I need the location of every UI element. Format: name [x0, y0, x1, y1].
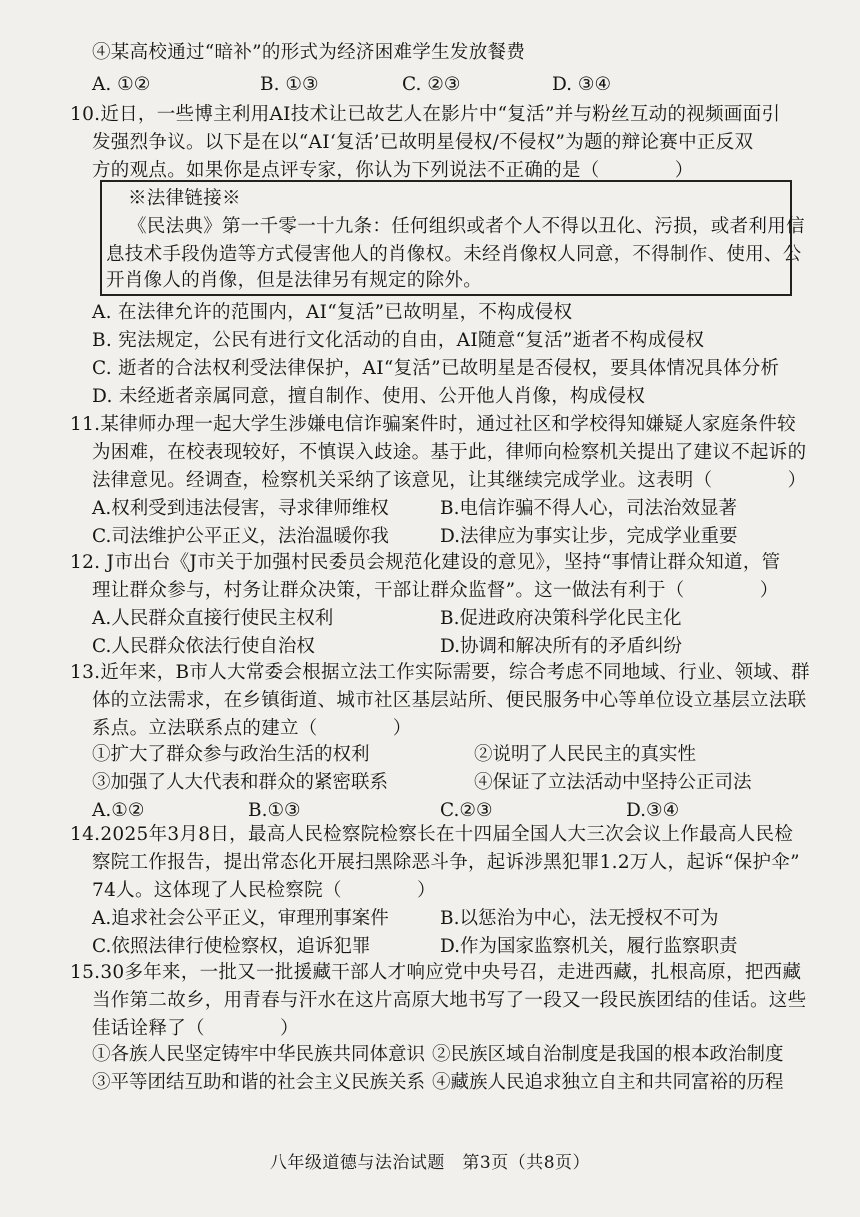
q14-stem-line-3: 74人。这体现了人民检察院（ ）: [92, 880, 436, 901]
q15-item-2: ②民族区域自治制度是我国的根本政治制度: [432, 1044, 784, 1065]
q9-option-d: D. ③④: [552, 74, 612, 95]
q13-item-1: ①扩大了群众参与政治生活的权利: [92, 744, 370, 765]
q11-stem-line-1: 11.某律师办理一起大学生涉嫌电信诈骗案件时，通过社区和学校得知嫌疑人家庭条件较: [70, 414, 796, 435]
q9-option-c: C. ②③: [402, 74, 461, 95]
q15-stem-line-1: 15.30多年来，一批又一批援藏干部人才响应党中央号召，走进西藏，扎根高原，把西藏: [70, 962, 802, 983]
q15-stem-line-2: 当作第二故乡，用青春与汗水在这片高原大地书写了一段又一段民族团结的佳话。这些: [92, 990, 807, 1011]
q14-option-d: D.作为国家监察机关，履行监察职责: [440, 936, 738, 957]
q13-item-3: ③加强了人大代表和群众的紧密联系: [92, 772, 389, 793]
q14-option-c: C.依照法律行使检察权，追诉犯罪: [92, 936, 371, 957]
q10-option-b: B. 宪法规定，公民有进行文化活动的自由，AI随意“复活”逝者不构成侵权: [92, 330, 705, 351]
q12-option-a: A.人民群众直接行使民主权利: [92, 608, 334, 629]
q10-option-d: D. 未经逝者亲属同意，擅自制作、使用、公开他人肖像，构成侵权: [92, 386, 646, 407]
q12-option-d: D.协调和解决所有的矛盾纠纷: [440, 636, 683, 657]
q14-stem-line-1: 14.2025年3月8日，最高人民检察院检察长在十四届全国人大三次会议上作最高人民检: [70, 824, 794, 845]
q10-stem-line-2: 发强烈争议。以下是在以“AI‘复活’已故明星侵权/不侵权”为题的辩论赛中正反双: [92, 132, 754, 153]
law-link-title: ※法律链接※: [128, 188, 241, 209]
q9-option-a: A. ①②: [92, 74, 151, 95]
q13-option-b: B.①③: [248, 800, 301, 821]
page-footer: 八年级道德与法治试题 第3页（共8页）: [269, 1153, 591, 1173]
q11-stem-line-2: 为困难，在校表现较好，不慎误入歧途。基于此，律师向检察机关提出了建议不起诉的: [92, 442, 807, 463]
q10-stem-line-1: 10.近日，一些博主利用AI技术让已故艺人在影片中“复活”并与粉丝互动的视频画面引: [70, 104, 781, 125]
q11-option-c: C.司法维护公平正义，法治温暖你我: [92, 526, 389, 547]
q13-item-4: ④保证了立法活动中坚持公正司法: [474, 772, 752, 793]
q14-option-a: A.追求社会公平正义，审理刑事案件: [92, 908, 389, 929]
q13-stem-line-2: 体的立法需求，在乡镇街道、城市社区基层站所、便民服务中心等单位设立基层立法联: [92, 690, 807, 711]
q12-option-b: B.促进政府决策科学化民主化: [440, 608, 682, 629]
q12-stem-line-2: 理让群众参与，村务让群众决策，干部让群众监督”。这一做法有利于（ ）: [92, 580, 779, 601]
law-link-line-2: 息技术手段伪造等方式侵害他人的肖像权。未经肖像权人同意，不得制作、使用、公: [106, 244, 802, 265]
q14-stem-line-2: 察院工作报告，提出常态化开展扫黑除恶斗争，起诉涉黑犯罪1.2万人，起诉“保护伞”: [92, 852, 800, 873]
law-link-line-3: 开肖像人的肖像，但是法律另有规定的除外。: [106, 270, 483, 291]
q13-option-c: C.②③: [440, 800, 493, 821]
q13-stem-line-1: 13.近年来，B市人大常委会根据立法工作实际需要，综合考虑不同地域、行业、领域、群: [70, 662, 810, 683]
q10-option-c: C. 逝者的合法权利受法律保护，AI“复活”已故明星是否侵权，要具体情况具体分析: [92, 358, 780, 379]
q12-stem-line-1: 12. J市出台《J市关于加强村民委员会规范化建设的意见》，坚持“事情让群众知道，管: [70, 552, 781, 573]
q13-option-a: A.①②: [92, 800, 145, 821]
q15-stem-line-3: 佳话诠释了（ ）: [92, 1018, 299, 1039]
law-link-line-1: 《民法典》第一千零一十九条：任何组织或者个人不得以丑化、污损，或者利用信: [128, 216, 805, 237]
q11-stem-line-3: 法律意见。经调查，检察机关采纳了该意见，让其继续完成学业。这表明（ ）: [92, 470, 807, 491]
q10-stem-line-3: 方的观点。如果你是点评专家，你认为下列说法不正确的是（ ）: [92, 160, 694, 181]
q15-item-4: ④藏族人民追求独立自主和共同富裕的历程: [432, 1072, 784, 1093]
q11-option-d: D.法律应为事实让步，完成学业重要: [440, 526, 738, 547]
q12-option-c: C.人民群众依法行使自治权: [92, 636, 315, 657]
q13-item-2: ②说明了人民民主的真实性: [474, 744, 697, 765]
q13-stem-line-3: 系点。立法联系点的建立（ ）: [92, 718, 412, 739]
q11-option-b: B.电信诈骗不得人心，司法治效显著: [440, 498, 737, 519]
q9-option-b: B. ①③: [260, 74, 319, 95]
q11-option-a: A.权利受到违法侵害，寻求律师维权: [92, 498, 389, 519]
q15-item-3: ③平等团结互助和谐的社会主义民族关系: [92, 1072, 426, 1093]
q13-option-d: D.③④: [626, 800, 680, 821]
q9-statement-4: ④某高校通过“暗补”的形式为经济困难学生发放餐费: [92, 42, 526, 63]
q15-item-1: ①各族人民坚定铸牢中华民族共同体意识: [92, 1044, 426, 1065]
q14-option-b: B.以惩治为中心，法无授权不可为: [440, 908, 719, 929]
q10-option-a: A. 在法律允许的范围内，AI“复活”已故明星，不构成侵权: [92, 302, 573, 323]
